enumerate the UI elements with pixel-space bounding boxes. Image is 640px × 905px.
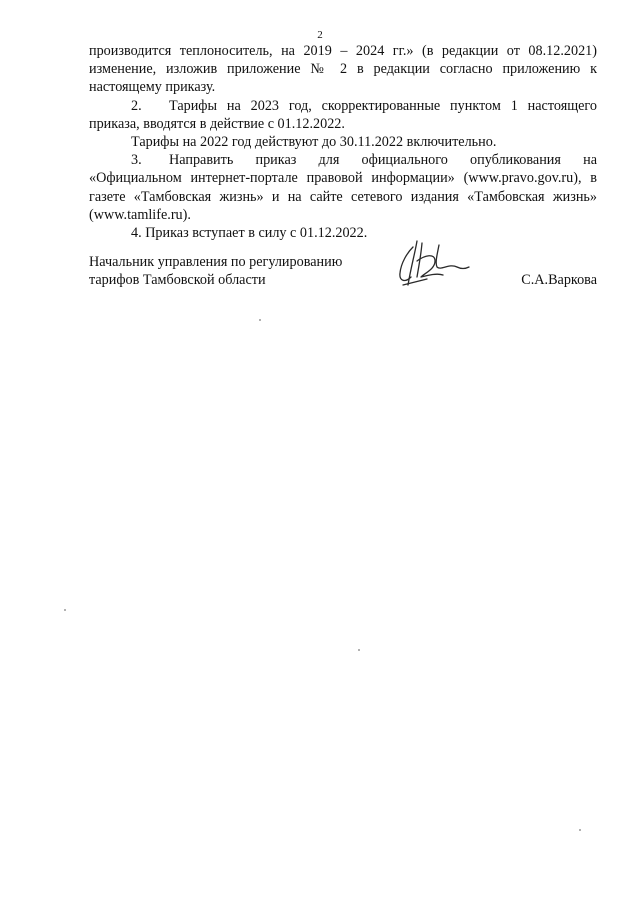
scan-speck (358, 649, 360, 651)
paragraph-1: производится теплоноситель, на 2019 – 2024 гг.» (в редакции от 08.12.2021) изменение, изложив приложение № 2 в редакции согласно приложению к настоящему приказу. (89, 43, 597, 96)
signatory-title-line-2: тарифов Тамбовской области (89, 272, 266, 289)
paragraph-2-text: Тарифы на 2023 год, скорректированные пунктом 1 настоящего приказа, вводятся в действие с 01.12.2022. (89, 97, 597, 132)
scan-speck (579, 829, 581, 831)
paragraph-2-number: 2. (131, 97, 142, 114)
paragraph-2 (89, 97, 597, 133)
paragraph-4 (89, 151, 597, 224)
signatory-title-line-1: Начальник управления по регулированию (89, 254, 343, 270)
paragraph-3: Тарифы на 2022 год действуют до 30.11.2022 включительно. (131, 134, 497, 151)
signature-block (89, 253, 597, 313)
document-body (89, 42, 597, 242)
paragraph-4-text: Направить приказ для официального опубликования на «Официальном интернет-портале правовой информации» (www.pravo.gov.ru), в газете «Тамбовская жизнь» и на сайте сетевого издания «Тамбовская жизнь» (www.tamlife.ru). (89, 152, 597, 223)
signatory-title (89, 253, 389, 289)
signatory-name: С.А.Варкова (521, 272, 597, 288)
page-number: 2 (317, 29, 323, 41)
paragraph-4-number: 3. (131, 152, 142, 169)
scan-speck (259, 319, 261, 321)
paragraph-5: 4. Приказ вступает в силу с 01.12.2022. (131, 225, 368, 242)
scan-speck (64, 609, 66, 611)
handwritten-signature-icon (391, 233, 471, 293)
